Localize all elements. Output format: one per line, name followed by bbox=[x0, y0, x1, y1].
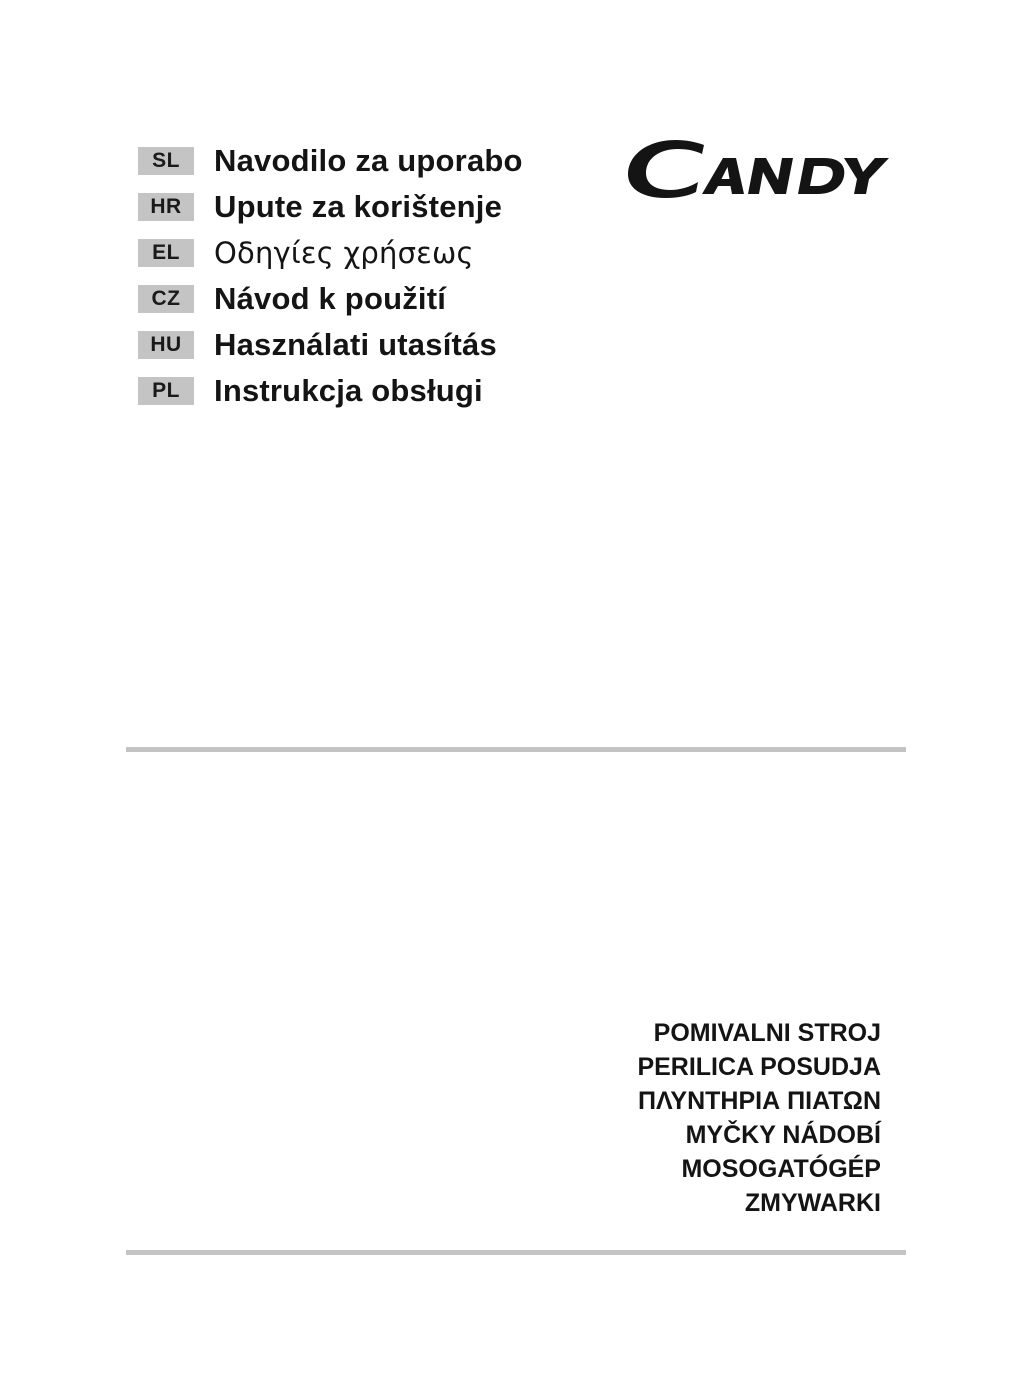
language-row-hr bbox=[138, 184, 523, 230]
language-manual-title: Navodilo za uporabo bbox=[214, 143, 523, 178]
product-name-list bbox=[637, 1016, 881, 1220]
language-manual-title: Návod k použití bbox=[214, 281, 447, 316]
bottom-divider-line bbox=[126, 1250, 906, 1255]
product-name: POMIVALNI STROJ bbox=[653, 1019, 881, 1047]
product-name: MOSOGATÓGÉP bbox=[681, 1155, 881, 1183]
product-name: ΠΛΥΝΤΗΡΙΑ ΠΙΑΤΩΝ bbox=[637, 1087, 881, 1115]
language-manual-title: Használati utasítás bbox=[214, 327, 497, 362]
top-divider-line bbox=[126, 747, 906, 752]
language-code-badge: PL bbox=[138, 377, 194, 405]
language-manual-title: Οδηγίες χρήσεως bbox=[214, 236, 474, 270]
product-name: PERILICA POSUDJA bbox=[637, 1053, 881, 1081]
language-code-badge: SL bbox=[138, 147, 194, 175]
candy-logo bbox=[624, 136, 908, 202]
language-row-sl bbox=[138, 138, 523, 184]
language-code-badge: HR bbox=[138, 193, 194, 221]
language-code-badge: CZ bbox=[138, 285, 194, 313]
language-manual-title: Upute za korištenje bbox=[214, 189, 503, 224]
product-name: ZMYWARKI bbox=[744, 1189, 881, 1217]
language-row-cz bbox=[138, 276, 523, 322]
language-row-hu bbox=[138, 322, 523, 368]
language-list bbox=[138, 138, 523, 414]
product-name: MYČKY NÁDOBÍ bbox=[685, 1121, 881, 1149]
language-row-pl bbox=[138, 368, 523, 414]
language-manual-title: Instrukcja obsługi bbox=[214, 373, 483, 408]
language-code-badge: EL bbox=[138, 239, 194, 267]
language-row-el bbox=[138, 230, 523, 276]
language-code-badge: HU bbox=[138, 331, 194, 359]
